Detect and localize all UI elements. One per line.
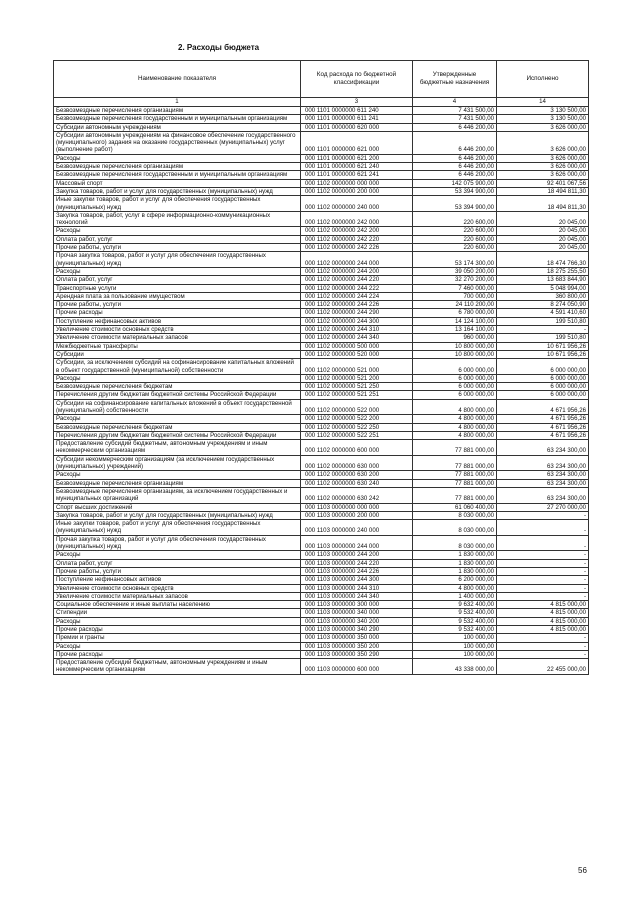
- row-code-cell: 000 1102 0000000 244 290: [301, 309, 413, 317]
- table-row: [54, 115, 589, 123]
- row-code-cell: 000 1102 0000000 244 310: [301, 326, 413, 334]
- row-executed-cell: 13 683 844,90: [497, 276, 589, 284]
- row-approved-cell: 4 800 000,00: [413, 431, 497, 439]
- row-approved-cell: 1 830 000,00: [413, 559, 497, 567]
- row-name-cell: Расходы: [54, 471, 301, 479]
- row-code-cell: 000 1102 0000000 521 000: [301, 359, 413, 375]
- table-row: [54, 576, 589, 584]
- row-name-cell: Расходы: [54, 415, 301, 423]
- row-code-cell: 000 1103 0000000 244 300: [301, 576, 413, 584]
- row-approved-cell: 220 600,00: [413, 244, 497, 252]
- row-executed-cell: 4 671 956,26: [497, 415, 589, 423]
- table-row: [54, 284, 589, 292]
- row-code-cell: 000 1102 0000000 242 220: [301, 235, 413, 243]
- row-name-cell: Перечисления другим бюджетам бюджетной системы Российской Федерации: [54, 391, 301, 399]
- row-executed-cell: 10 671 956,26: [497, 350, 589, 358]
- row-name-cell: Премии и гранты: [54, 634, 301, 642]
- table-row: [54, 520, 589, 536]
- row-name-cell: Увеличение стоимости основных средств: [54, 326, 301, 334]
- row-name-cell: Расходы: [54, 154, 301, 162]
- row-name-cell: Субсидии: [54, 350, 301, 358]
- row-approved-cell: 13 164 100,00: [413, 326, 497, 334]
- row-approved-cell: 4 800 000,00: [413, 584, 497, 592]
- page-title: 2. Расходы бюджета: [178, 43, 260, 52]
- table-row: [54, 503, 589, 511]
- row-approved-cell: 10 800 000,00: [413, 342, 497, 350]
- row-executed-cell: -: [497, 592, 589, 600]
- row-name-cell: Прочая закупка товаров, работ и услуг для обеспечения государственных (муниципальных) нужд: [54, 252, 301, 268]
- row-name-cell: Расходы: [54, 617, 301, 625]
- row-executed-cell: -: [497, 650, 589, 658]
- table-row: [54, 650, 589, 658]
- row-name-cell: Расходы: [54, 227, 301, 235]
- row-executed-cell: 92 401 067,56: [497, 179, 589, 187]
- table-row: [54, 179, 589, 187]
- table-row: [54, 487, 589, 503]
- row-code-cell: 000 1102 0000000 521 200: [301, 374, 413, 382]
- row-executed-cell: -: [497, 634, 589, 642]
- row-code-cell: 000 1101 0000000 621 200: [301, 154, 413, 162]
- row-approved-cell: 39 050 200,00: [413, 267, 497, 275]
- table-row: [54, 350, 589, 358]
- row-code-cell: 000 1103 0000000 244 340: [301, 592, 413, 600]
- table-row: [54, 227, 589, 235]
- row-name-cell: Оплата работ, услуг: [54, 276, 301, 284]
- table-row: [54, 609, 589, 617]
- table-row: [54, 107, 589, 115]
- row-name-cell: Субсидии автономным учреждениям: [54, 123, 301, 131]
- row-code-cell: 000 1101 0000000 611 241: [301, 115, 413, 123]
- row-name-cell: Безвозмездные перечисления государственным и муниципальным организациям: [54, 115, 301, 123]
- row-executed-cell: 3 626 000,00: [497, 123, 589, 131]
- row-executed-cell: 27 270 000,00: [497, 503, 589, 511]
- table-row: [54, 471, 589, 479]
- row-approved-cell: 7 431 500,00: [413, 107, 497, 115]
- row-executed-cell: -: [497, 535, 589, 551]
- row-approved-cell: 6 000 000,00: [413, 391, 497, 399]
- row-name-cell: Закупка товаров, работ и услуг для государственных (муниципальных) нужд: [54, 187, 301, 195]
- row-code-cell: 000 1102 0000000 630 242: [301, 487, 413, 503]
- row-name-cell: Прочие расходы: [54, 309, 301, 317]
- column-number: 14: [497, 98, 589, 107]
- row-executed-cell: 8 274 050,90: [497, 301, 589, 309]
- row-approved-cell: 43 338 000,00: [413, 659, 497, 675]
- table-row: [54, 659, 589, 675]
- row-code-cell: 000 1102 0000000 521 250: [301, 383, 413, 391]
- row-code-cell: 000 1103 0000000 244 226: [301, 567, 413, 575]
- table-row: [54, 479, 589, 487]
- table-row: [54, 617, 589, 625]
- row-executed-cell: 4 815 000,00: [497, 617, 589, 625]
- table-row: [54, 326, 589, 334]
- row-name-cell: Арендная плата за пользование имуществом: [54, 292, 301, 300]
- row-executed-cell: 63 234 300,00: [497, 479, 589, 487]
- row-name-cell: Поступление нефинансовых активов: [54, 317, 301, 325]
- row-name-cell: Безвозмездные перечисления государственным и муниципальным организациям: [54, 171, 301, 179]
- row-approved-cell: 9 532 400,00: [413, 609, 497, 617]
- row-code-cell: 000 1103 0000000 350 290: [301, 650, 413, 658]
- row-name-cell: Транспортные услуги: [54, 284, 301, 292]
- expenses-table: [53, 60, 589, 675]
- row-executed-cell: 6 000 000,00: [497, 359, 589, 375]
- row-name-cell: Прочие расходы: [54, 626, 301, 634]
- row-name-cell: Безвозмездные перечисления бюджетам: [54, 383, 301, 391]
- row-executed-cell: 20 045,00: [497, 211, 589, 227]
- table-row: [54, 309, 589, 317]
- row-executed-cell: 3 130 500,00: [497, 115, 589, 123]
- table-row: [54, 383, 589, 391]
- column-number: 3: [301, 98, 413, 107]
- row-code-cell: 000 1102 0000000 630 200: [301, 471, 413, 479]
- row-name-cell: Безвозмездные перечисления организациям: [54, 107, 301, 115]
- row-executed-cell: -: [497, 642, 589, 650]
- row-code-cell: 000 1102 0000000 244 000: [301, 252, 413, 268]
- table-row: [54, 642, 589, 650]
- row-executed-cell: 63 234 300,00: [497, 455, 589, 471]
- row-approved-cell: 220 600,00: [413, 227, 497, 235]
- column-header-code: Код расхода по бюджетной классификации: [301, 61, 413, 98]
- row-name-cell: Межбюджетные трансферты: [54, 342, 301, 350]
- row-code-cell: 000 1102 0000000 522 250: [301, 423, 413, 431]
- row-code-cell: 000 1103 0000000 244 200: [301, 551, 413, 559]
- row-code-cell: 000 1103 0000000 350 000: [301, 634, 413, 642]
- row-executed-cell: 4 815 000,00: [497, 609, 589, 617]
- row-code-cell: 000 1102 0000000 520 000: [301, 350, 413, 358]
- row-code-cell: 000 1102 0000000 244 220: [301, 276, 413, 284]
- table-row: [54, 342, 589, 350]
- row-executed-cell: 3 626 000,00: [497, 163, 589, 171]
- row-executed-cell: 199 510,80: [497, 317, 589, 325]
- row-name-cell: Предоставление субсидий бюджетным, автономным учреждениям и иным некоммерческим организациям: [54, 659, 301, 675]
- row-executed-cell: 4 815 000,00: [497, 626, 589, 634]
- row-name-cell: Субсидии автономным учреждениям на финансовое обеспечение государственного (муниципального) задания на оказание государственных (муниципальных) услуг (выполнение работ): [54, 131, 301, 154]
- row-name-cell: Расходы: [54, 551, 301, 559]
- row-name-cell: Увеличение стоимости основных средств: [54, 584, 301, 592]
- table-row: [54, 252, 589, 268]
- table-row: [54, 123, 589, 131]
- row-approved-cell: 32 270 200,00: [413, 276, 497, 284]
- row-executed-cell: 18 275 255,50: [497, 267, 589, 275]
- table-row: [54, 171, 589, 179]
- row-executed-cell: 63 234 300,00: [497, 440, 589, 456]
- row-executed-cell: 63 234 300,00: [497, 487, 589, 503]
- row-approved-cell: 960 000,00: [413, 334, 497, 342]
- row-executed-cell: 6 000 000,00: [497, 391, 589, 399]
- row-approved-cell: 6 446 200,00: [413, 154, 497, 162]
- table-row: [54, 399, 589, 415]
- table-row: [54, 535, 589, 551]
- row-approved-cell: 6 446 200,00: [413, 163, 497, 171]
- row-name-cell: Оплата работ, услуг: [54, 559, 301, 567]
- row-approved-cell: 220 600,00: [413, 235, 497, 243]
- row-code-cell: 000 1102 0000000 630 240: [301, 479, 413, 487]
- row-code-cell: 000 1103 0000000 244 220: [301, 559, 413, 567]
- row-executed-cell: 18 494 811,30: [497, 196, 589, 212]
- row-approved-cell: 9 532 400,00: [413, 617, 497, 625]
- row-approved-cell: 53 394 900,00: [413, 187, 497, 195]
- row-name-cell: Прочие работы, услуги: [54, 567, 301, 575]
- row-code-cell: 000 1102 0000000 244 222: [301, 284, 413, 292]
- row-approved-cell: 6 200 000,00: [413, 576, 497, 584]
- row-approved-cell: 77 881 000,00: [413, 455, 497, 471]
- column-number: 1: [54, 98, 301, 107]
- row-executed-cell: 4 815 000,00: [497, 601, 589, 609]
- table-row: [54, 415, 589, 423]
- row-executed-cell: 6 000 000,00: [497, 374, 589, 382]
- row-approved-cell: 6 780 000,00: [413, 309, 497, 317]
- row-approved-cell: 77 881 000,00: [413, 479, 497, 487]
- table-row: [54, 317, 589, 325]
- row-code-cell: 000 1103 0000000 200 000: [301, 511, 413, 519]
- row-name-cell: Безвозмездные перечисления бюджетам: [54, 423, 301, 431]
- row-name-cell: Расходы: [54, 267, 301, 275]
- row-approved-cell: 6 446 200,00: [413, 171, 497, 179]
- row-name-cell: Спорт высших достижений: [54, 503, 301, 511]
- row-executed-cell: 3 626 000,00: [497, 154, 589, 162]
- row-code-cell: 000 1103 0000000 340 290: [301, 626, 413, 634]
- row-name-cell: Закупка товаров, работ и услуг для государственных (муниципальных) нужд: [54, 511, 301, 519]
- row-code-cell: 000 1102 0000000 500 000: [301, 342, 413, 350]
- row-name-cell: Субсидии, за исключением субсидий на софинансирование капитальных вложений в объект государственной (муниципальной) собственности: [54, 359, 301, 375]
- row-executed-cell: -: [497, 584, 589, 592]
- row-code-cell: 000 1102 0000000 600 000: [301, 440, 413, 456]
- row-executed-cell: 18 474 766,30: [497, 252, 589, 268]
- row-approved-cell: 6 000 000,00: [413, 374, 497, 382]
- table-row: [54, 584, 589, 592]
- table-row: [54, 359, 589, 375]
- table-row: [54, 634, 589, 642]
- row-name-cell: Прочие расходы: [54, 650, 301, 658]
- row-code-cell: 000 1103 0000000 244 000: [301, 535, 413, 551]
- row-code-cell: 000 1101 0000000 621 241: [301, 171, 413, 179]
- row-executed-cell: -: [497, 567, 589, 575]
- row-code-cell: 000 1103 0000000 240 000: [301, 520, 413, 536]
- table-row: [54, 440, 589, 456]
- column-header-executed: Исполнено: [497, 61, 589, 98]
- row-executed-cell: 4 671 956,26: [497, 423, 589, 431]
- row-code-cell: 000 1101 0000000 621 240: [301, 163, 413, 171]
- row-code-cell: 000 1102 0000000 244 200: [301, 267, 413, 275]
- page-number: 56: [578, 866, 587, 875]
- row-approved-cell: 4 800 000,00: [413, 423, 497, 431]
- row-name-cell: Стипендии: [54, 609, 301, 617]
- row-executed-cell: 3 130 500,00: [497, 107, 589, 115]
- row-executed-cell: -: [497, 576, 589, 584]
- row-executed-cell: 6 000 000,00: [497, 383, 589, 391]
- row-approved-cell: 1 830 000,00: [413, 551, 497, 559]
- row-code-cell: 000 1102 0000000 522 251: [301, 431, 413, 439]
- row-code-cell: 000 1103 0000000 300 000: [301, 601, 413, 609]
- table-header-row: [54, 61, 589, 98]
- row-executed-cell: 63 234 300,00: [497, 471, 589, 479]
- table-row: [54, 301, 589, 309]
- row-code-cell: 000 1102 0000000 244 226: [301, 301, 413, 309]
- row-name-cell: Увеличение стоимости материальных запасов: [54, 592, 301, 600]
- table-row: [54, 267, 589, 275]
- row-name-cell: Перечисления другим бюджетам бюджетной системы Российской Федерации: [54, 431, 301, 439]
- row-approved-cell: 9 632 400,00: [413, 601, 497, 609]
- row-code-cell: 000 1101 0000000 621 000: [301, 131, 413, 154]
- row-name-cell: Предоставление субсидий бюджетным, автономным учреждениям и иным некоммерческим организациям: [54, 440, 301, 456]
- row-approved-cell: 100 000,00: [413, 634, 497, 642]
- row-approved-cell: 14 124 100,00: [413, 317, 497, 325]
- row-approved-cell: 61 060 400,00: [413, 503, 497, 511]
- row-approved-cell: 6 446 200,00: [413, 131, 497, 154]
- table-row: [54, 511, 589, 519]
- table-row: [54, 391, 589, 399]
- row-code-cell: 000 1101 0000000 611 240: [301, 107, 413, 115]
- row-code-cell: 000 1103 0000000 244 310: [301, 584, 413, 592]
- row-approved-cell: 6 000 000,00: [413, 359, 497, 375]
- row-approved-cell: 8 030 000,00: [413, 535, 497, 551]
- row-code-cell: 000 1102 0000000 240 000: [301, 196, 413, 212]
- row-approved-cell: 6 000 000,00: [413, 383, 497, 391]
- table-row: [54, 559, 589, 567]
- table-row: [54, 292, 589, 300]
- row-name-cell: Безвозмездные перечисления организациям, за исключением государственных и муниципальных организаций: [54, 487, 301, 503]
- row-code-cell: 000 1102 0000000 242 200: [301, 227, 413, 235]
- row-code-cell: 000 1103 0000000 350 200: [301, 642, 413, 650]
- table-row: [54, 334, 589, 342]
- row-code-cell: 000 1102 0000000 522 000: [301, 399, 413, 415]
- table-row: [54, 601, 589, 609]
- row-name-cell: Социальное обеспечение и иные выплаты населению: [54, 601, 301, 609]
- row-approved-cell: 4 800 000,00: [413, 415, 497, 423]
- row-code-cell: 000 1101 0000000 620 000: [301, 123, 413, 131]
- row-code-cell: 000 1102 0000000 200 000: [301, 187, 413, 195]
- table-row: [54, 154, 589, 162]
- table-row: [54, 187, 589, 195]
- column-number: 4: [413, 98, 497, 107]
- table-row: [54, 374, 589, 382]
- row-approved-cell: 4 800 000,00: [413, 399, 497, 415]
- row-name-cell: Массовый спорт: [54, 179, 301, 187]
- row-name-cell: Безвозмездные перечисления организациям: [54, 479, 301, 487]
- row-name-cell: Субсидии некоммерческим организациям (за исключением государственных (муниципальных) учреждений): [54, 455, 301, 471]
- row-code-cell: 000 1102 0000000 242 000: [301, 211, 413, 227]
- row-name-cell: Прочие работы, услуги: [54, 244, 301, 252]
- row-executed-cell: 20 045,00: [497, 235, 589, 243]
- row-name-cell: Поступление нефинансовых активов: [54, 576, 301, 584]
- row-executed-cell: 22 455 000,00: [497, 659, 589, 675]
- row-approved-cell: 6 446 200,00: [413, 123, 497, 131]
- row-executed-cell: -: [497, 559, 589, 567]
- table-row: [54, 244, 589, 252]
- table-row: [54, 211, 589, 227]
- row-executed-cell: 4 671 956,26: [497, 431, 589, 439]
- table-row: [54, 567, 589, 575]
- row-executed-cell: -: [497, 326, 589, 334]
- column-number-row: [54, 98, 589, 107]
- row-executed-cell: 5 048 994,00: [497, 284, 589, 292]
- row-approved-cell: 1 400 000,00: [413, 592, 497, 600]
- row-approved-cell: 220 600,00: [413, 211, 497, 227]
- row-code-cell: 000 1103 0000000 000 000: [301, 503, 413, 511]
- row-approved-cell: 700 000,00: [413, 292, 497, 300]
- row-approved-cell: 24 110 200,00: [413, 301, 497, 309]
- row-code-cell: 000 1102 0000000 244 300: [301, 317, 413, 325]
- table-row: [54, 276, 589, 284]
- row-executed-cell: 360 800,00: [497, 292, 589, 300]
- row-approved-cell: 8 030 000,00: [413, 511, 497, 519]
- row-approved-cell: 53 174 300,00: [413, 252, 497, 268]
- row-name-cell: Прочая закупка товаров, работ и услуг для обеспечения государственных (муниципальных) нужд: [54, 535, 301, 551]
- row-approved-cell: 8 030 000,00: [413, 520, 497, 536]
- row-executed-cell: -: [497, 520, 589, 536]
- row-name-cell: Иные закупки товаров, работ и услуг для обеспечения государственных (муниципальных) нужд: [54, 520, 301, 536]
- table-row: [54, 163, 589, 171]
- table-row: [54, 551, 589, 559]
- row-executed-cell: 4 591 410,60: [497, 309, 589, 317]
- table-row: [54, 455, 589, 471]
- row-name-cell: Оплата работ, услуг: [54, 235, 301, 243]
- row-name-cell: Расходы: [54, 642, 301, 650]
- row-code-cell: 000 1103 0000000 340 200: [301, 617, 413, 625]
- row-approved-cell: 142 075 900,00: [413, 179, 497, 187]
- row-executed-cell: 20 045,00: [497, 227, 589, 235]
- row-approved-cell: 100 000,00: [413, 650, 497, 658]
- row-name-cell: Прочие работы, услуги: [54, 301, 301, 309]
- table-row: [54, 592, 589, 600]
- row-executed-cell: 3 626 000,00: [497, 171, 589, 179]
- table-row: [54, 626, 589, 634]
- row-code-cell: 000 1102 0000000 630 000: [301, 455, 413, 471]
- row-approved-cell: 9 532 400,00: [413, 626, 497, 634]
- row-executed-cell: 10 671 956,26: [497, 342, 589, 350]
- table-row: [54, 431, 589, 439]
- table-row: [54, 235, 589, 243]
- row-code-cell: 000 1102 0000000 242 226: [301, 244, 413, 252]
- row-name-cell: Безвозмездные перечисления организациям: [54, 163, 301, 171]
- row-name-cell: Субсидии на софинансирование капитальных вложений в объект государственной (муниципальной) собственности: [54, 399, 301, 415]
- row-code-cell: 000 1102 0000000 000 000: [301, 179, 413, 187]
- table-row: [54, 196, 589, 212]
- row-code-cell: 000 1103 0000000 340 000: [301, 609, 413, 617]
- table-row: [54, 423, 589, 431]
- row-approved-cell: 77 881 000,00: [413, 487, 497, 503]
- row-executed-cell: -: [497, 511, 589, 519]
- row-code-cell: 000 1103 0000000 600 000: [301, 659, 413, 675]
- column-header-approved: Утвержденные бюджетные назначения: [413, 61, 497, 98]
- row-executed-cell: 4 671 956,26: [497, 399, 589, 415]
- row-code-cell: 000 1102 0000000 244 340: [301, 334, 413, 342]
- row-approved-cell: 7 431 500,00: [413, 115, 497, 123]
- row-executed-cell: 20 045,00: [497, 244, 589, 252]
- row-approved-cell: 7 460 000,00: [413, 284, 497, 292]
- row-executed-cell: 3 626 000,00: [497, 131, 589, 154]
- row-approved-cell: 10 800 000,00: [413, 350, 497, 358]
- row-approved-cell: 77 881 000,00: [413, 440, 497, 456]
- row-executed-cell: 18 494 811,30: [497, 187, 589, 195]
- row-name-cell: Иные закупки товаров, работ и услуг для обеспечения государственных (муниципальных) нужд: [54, 196, 301, 212]
- row-code-cell: 000 1102 0000000 522 200: [301, 415, 413, 423]
- row-approved-cell: 100 000,00: [413, 642, 497, 650]
- row-code-cell: 000 1102 0000000 244 224: [301, 292, 413, 300]
- row-code-cell: 000 1102 0000000 521 251: [301, 391, 413, 399]
- row-executed-cell: 199 510,80: [497, 334, 589, 342]
- row-name-cell: Закупка товаров, работ, услуг в сфере информационно-коммуникационных технологий: [54, 211, 301, 227]
- row-name-cell: Увеличение стоимости материальных запасов: [54, 334, 301, 342]
- column-header-name: Наименование показателя: [54, 61, 301, 98]
- row-executed-cell: -: [497, 551, 589, 559]
- row-approved-cell: 77 881 000,00: [413, 471, 497, 479]
- row-approved-cell: 1 830 000,00: [413, 567, 497, 575]
- row-name-cell: Расходы: [54, 374, 301, 382]
- row-approved-cell: 53 394 900,00: [413, 196, 497, 212]
- table-row: [54, 131, 589, 154]
